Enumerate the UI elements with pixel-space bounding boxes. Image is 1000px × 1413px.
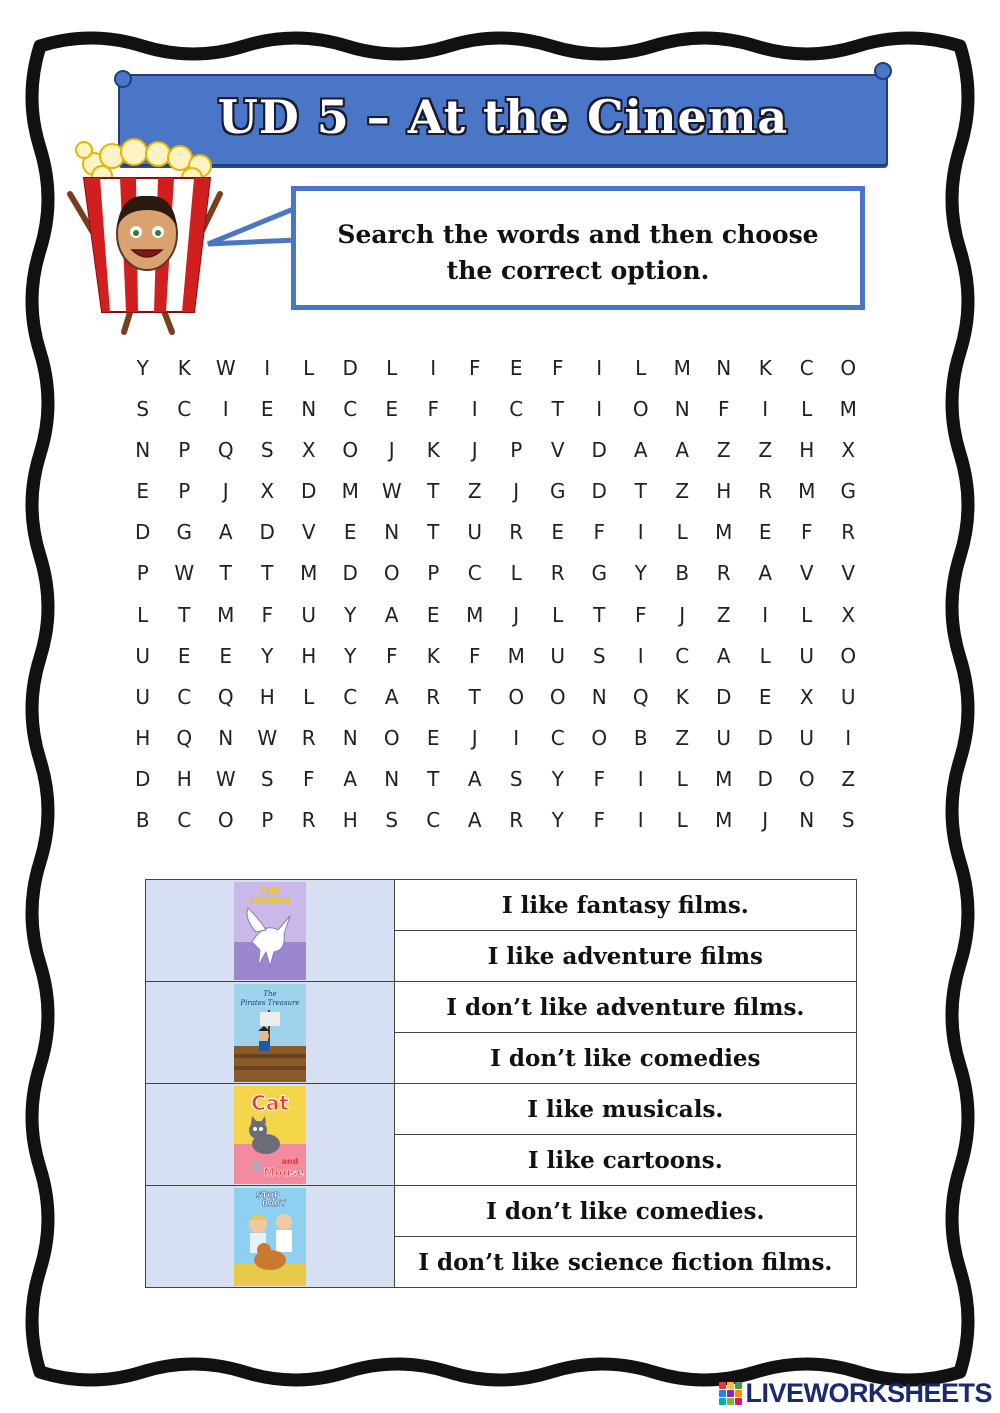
grid-letter[interactable]: K [426, 438, 440, 463]
grid-letter[interactable]: I [762, 602, 769, 627]
grid-letter[interactable]: L [676, 808, 688, 833]
movie-poster-cell [146, 1186, 395, 1288]
answer-option[interactable]: I like adventure films [394, 931, 856, 982]
grid-letter[interactable]: H [176, 766, 192, 791]
answer-option[interactable]: I don’t like comedies [394, 1033, 856, 1084]
grid-letter[interactable]: O [798, 766, 815, 791]
grid-letter[interactable]: S [136, 397, 150, 422]
speech-bubble-tail [204, 200, 304, 260]
grid-letter[interactable]: E [758, 520, 772, 545]
grid-letter[interactable]: I [637, 766, 644, 791]
grid-letter[interactable]: C [343, 684, 358, 709]
grid-letter[interactable]: F [634, 602, 647, 627]
grid-letter[interactable]: K [426, 643, 440, 668]
grid-letter[interactable]: U [135, 684, 151, 709]
grid-letter[interactable]: S [592, 643, 606, 668]
grid-letter[interactable]: O [840, 643, 857, 668]
grid-letter[interactable]: U [799, 643, 815, 668]
grid-letter[interactable]: J [513, 602, 520, 627]
grid-letter[interactable]: S [841, 808, 855, 833]
grid-letter[interactable]: F [261, 602, 273, 627]
grid-letter[interactable]: I [637, 520, 644, 545]
grid-letter[interactable]: Y [136, 356, 149, 380]
grid-letter[interactable]: E [136, 479, 150, 504]
option-row [146, 1186, 857, 1237]
grid-letter[interactable]: M [839, 397, 857, 422]
grid-letter[interactable]: P [136, 561, 149, 586]
grid-letter[interactable]: A [384, 602, 399, 627]
option-row [146, 1084, 857, 1135]
grid-letter[interactable]: C [177, 684, 192, 709]
grid-letter[interactable]: D [591, 438, 607, 463]
grid-letter[interactable]: J [679, 602, 686, 627]
svg-text:Cat: Cat [250, 1090, 289, 1115]
grid-letter[interactable]: R [716, 561, 731, 586]
grid-letter[interactable]: D [135, 766, 151, 791]
instruction-text: Search the words and then choose the correct option. [337, 220, 819, 285]
svg-text:LEGEND: LEGEND [249, 896, 291, 907]
grid-letter[interactable]: P [178, 438, 191, 463]
grid-letter[interactable]: D [757, 725, 773, 750]
grid-letter[interactable]: D [259, 520, 275, 545]
grid-letter[interactable]: C [177, 397, 192, 422]
grid-letter[interactable]: M [300, 561, 318, 586]
grid-letter[interactable]: P [261, 808, 274, 833]
grid-letter[interactable]: L [303, 684, 315, 709]
grid-letter[interactable]: O [591, 725, 608, 750]
poster-stop-baby-icon [234, 1190, 306, 1245]
grid-letter[interactable]: T [468, 684, 481, 709]
grid-letter[interactable]: M [507, 643, 525, 668]
grid-letter[interactable]: Y [344, 643, 357, 668]
grid-letter[interactable]: U [135, 643, 151, 668]
grid-letter[interactable]: E [426, 602, 440, 627]
grid-letter[interactable]: N [591, 684, 607, 709]
grid-letter[interactable]: I [222, 397, 229, 422]
grid-letter[interactable]: A [467, 808, 482, 833]
grid-letter[interactable]: R [301, 808, 316, 833]
svg-text:STOP: STOP [255, 1190, 280, 1200]
grid-letter[interactable]: C [426, 808, 441, 833]
grid-letter[interactable]: P [510, 438, 523, 463]
poster-the-legend-icon [234, 886, 306, 939]
grid-letter[interactable]: J [388, 438, 395, 463]
grid-letter[interactable]: E [219, 643, 233, 668]
svg-text:Mouse: Mouse [263, 1165, 304, 1179]
grid-letter[interactable]: U [301, 602, 317, 627]
answer-option[interactable]: I like musicals. [394, 1084, 856, 1135]
grid-letter[interactable]: W [174, 561, 195, 586]
grid-letter[interactable]: M [715, 766, 733, 791]
grid-letter[interactable]: Y [634, 561, 647, 586]
word-search-grid[interactable] [122, 348, 869, 841]
grid-letter[interactable]: F [302, 766, 315, 791]
grid-letter[interactable]: L [676, 520, 688, 545]
grid-letter[interactable]: Q [176, 725, 193, 750]
grid-letter[interactable]: T [219, 561, 232, 586]
grid-letter[interactable]: Z [758, 438, 773, 463]
grid-letter[interactable]: F [427, 397, 439, 422]
grid-letter[interactable]: J [222, 479, 229, 504]
liveworksheets-logo-icon [719, 1382, 742, 1405]
grid-letter[interactable]: F [468, 356, 481, 380]
answer-option[interactable]: I like cartoons. [394, 1135, 856, 1186]
grid-letter[interactable]: J [762, 808, 769, 833]
grid-letter[interactable]: Q [217, 684, 234, 709]
grid-letter[interactable]: U [467, 520, 483, 545]
grid-letter[interactable]: N [799, 808, 815, 833]
svg-text:and: and [281, 1156, 299, 1166]
grid-letter[interactable]: O [840, 356, 857, 380]
grid-letter[interactable]: Z [716, 438, 731, 463]
grid-letter[interactable]: T [178, 602, 191, 627]
grid-letter[interactable]: E [177, 643, 191, 668]
grid-letter[interactable]: I [596, 397, 603, 422]
answer-option[interactable]: I don’t like science fiction films. [394, 1237, 856, 1288]
grid-letter[interactable]: Y [551, 808, 564, 833]
grid-letter[interactable]: G [176, 520, 192, 545]
grid-letter[interactable]: F [800, 520, 813, 545]
grid-letter[interactable]: F [551, 356, 564, 380]
grid-letter[interactable]: Z [716, 602, 731, 627]
grid-letter[interactable]: I [430, 356, 437, 380]
grid-letter[interactable]: A [633, 438, 648, 463]
grid-letter[interactable]: U [550, 643, 566, 668]
grid-letter[interactable]: M [341, 479, 359, 504]
grid-letter[interactable]: X [841, 602, 856, 627]
grid-letter[interactable]: Q [217, 438, 234, 463]
grid-letter[interactable]: I [471, 397, 478, 422]
grid-letter[interactable]: C [343, 397, 358, 422]
grid-letter[interactable]: S [385, 808, 399, 833]
grid-letter[interactable]: I [845, 725, 852, 750]
grid-letter[interactable]: E [551, 520, 565, 545]
grid-letter[interactable]: I [264, 356, 271, 380]
option-row [146, 982, 857, 1033]
grid-letter[interactable]: B [675, 561, 690, 586]
grid-letter[interactable]: M [715, 520, 733, 545]
grid-letter[interactable]: K [758, 356, 772, 380]
grid-letter[interactable]: D [716, 684, 732, 709]
grid-letter[interactable]: A [716, 643, 731, 668]
grid-letter[interactable]: L [386, 356, 398, 380]
grid-letter[interactable]: N [135, 438, 151, 463]
grid-letter[interactable]: T [593, 602, 606, 627]
grid-letter[interactable]: T [427, 479, 440, 504]
grid-letter[interactable]: B [135, 808, 150, 833]
grid-letter[interactable]: J [471, 725, 478, 750]
svg-text:The: The [263, 989, 277, 998]
grid-letter[interactable]: U [840, 684, 856, 709]
grid-letter[interactable]: T [427, 766, 440, 791]
grid-letter[interactable]: Z [467, 479, 482, 504]
grid-letter[interactable]: N [674, 397, 690, 422]
answer-option[interactable]: I like fantasy films. [394, 880, 856, 931]
page-title: UD 5 – At the Cinema [217, 90, 789, 144]
grid-letter[interactable]: V [841, 561, 856, 586]
grid-letter[interactable]: C [675, 643, 690, 668]
grid-letter[interactable]: V [301, 520, 316, 545]
grid-letter[interactable]: R [301, 725, 316, 750]
grid-letter[interactable]: R [426, 684, 441, 709]
grid-letter[interactable]: O [383, 561, 400, 586]
grid-letter[interactable]: P [427, 561, 440, 586]
liveworksheets-logo[interactable] [719, 1378, 992, 1409]
grid-letter[interactable]: F [717, 397, 730, 422]
grid-letter[interactable]: A [384, 684, 399, 709]
grid-letter[interactable]: Z [675, 479, 690, 504]
grid-letter[interactable]: Z [675, 725, 690, 750]
grid-letter[interactable]: J [513, 479, 520, 504]
grid-letter[interactable]: F [593, 520, 605, 545]
grid-letter[interactable]: T [551, 397, 564, 422]
grid-letter[interactable]: L [676, 766, 688, 791]
grid-letter[interactable]: E [385, 397, 399, 422]
grid-letter[interactable]: U [799, 725, 815, 750]
poster-cat-and-mouse-icon [234, 1090, 306, 1179]
grid-letter[interactable]: I [637, 808, 644, 833]
grid-letter[interactable]: O [342, 438, 359, 463]
grid-letter[interactable]: I [762, 397, 769, 422]
instruction-speech-bubble [291, 186, 865, 310]
grid-letter[interactable]: X [260, 479, 275, 504]
grid-letter[interactable]: D [301, 479, 317, 504]
grid-letter[interactable]: Q [632, 684, 649, 709]
grid-letter[interactable]: E [260, 397, 274, 422]
grid-letter[interactable]: A [675, 438, 690, 463]
svg-text:THE: THE [259, 886, 280, 897]
grid-letter[interactable]: L [801, 397, 813, 422]
grid-letter[interactable]: E [426, 725, 440, 750]
grid-letter[interactable]: H [301, 643, 317, 668]
grid-letter[interactable]: W [215, 356, 236, 380]
grid-letter[interactable]: G [840, 479, 856, 504]
grid-letter[interactable]: A [467, 766, 482, 791]
grid-letter[interactable]: V [550, 438, 565, 463]
grid-letter[interactable]: D [342, 356, 358, 380]
grid-letter[interactable]: R [509, 520, 524, 545]
grid-letter[interactable]: A [218, 520, 233, 545]
grid-letter[interactable]: L [759, 643, 771, 668]
grid-letter[interactable]: U [716, 725, 732, 750]
grid-letter[interactable]: N [716, 356, 732, 380]
grid-letter[interactable]: R [550, 561, 565, 586]
grid-letter[interactable]: O [383, 725, 400, 750]
grid-letter[interactable]: F [593, 766, 605, 791]
grid-letter[interactable]: H [342, 808, 358, 833]
grid-letter[interactable]: D [135, 520, 151, 545]
title-banner [118, 74, 888, 166]
grid-letter[interactable]: Y [551, 766, 564, 791]
grid-letter[interactable]: N [384, 766, 400, 791]
grid-letter[interactable]: D [757, 766, 773, 791]
grid-letter[interactable]: E [343, 520, 357, 545]
grid-letter[interactable]: D [342, 561, 358, 586]
footer-brand-text: LIVEWORKSHEETS [745, 1378, 992, 1408]
grid-letter[interactable]: Z [841, 766, 856, 791]
grid-letter[interactable]: X [841, 438, 856, 463]
grid-letter[interactable]: S [260, 766, 274, 791]
answer-option[interactable]: I don’t like comedies. [394, 1186, 856, 1237]
grid-letter[interactable]: O [632, 397, 649, 422]
grid-letter[interactable]: H [259, 684, 275, 709]
grid-letter[interactable]: F [385, 643, 398, 668]
grid-letter[interactable]: T [427, 520, 440, 545]
grid-letter[interactable]: E [758, 684, 772, 709]
grid-letter[interactable]: L [303, 356, 315, 380]
grid-letter[interactable]: R [509, 808, 524, 833]
grid-letter[interactable]: L [137, 602, 149, 627]
grid-letter[interactable]: J [471, 438, 478, 463]
grid-letter[interactable]: N [384, 520, 400, 545]
grid-letter[interactable]: S [260, 438, 274, 463]
grid-letter[interactable]: P [178, 479, 191, 504]
grid-letter[interactable]: X [301, 438, 316, 463]
grid-letter[interactable]: M [217, 602, 235, 627]
grid-letter[interactable]: W [381, 479, 402, 504]
grid-letter[interactable]: L [510, 561, 522, 586]
grid-letter[interactable]: C [467, 561, 482, 586]
grid-letter[interactable]: H [799, 438, 815, 463]
grid-letter[interactable]: L [801, 602, 813, 627]
grid-letter[interactable]: Y [344, 602, 357, 627]
grid-letter[interactable]: O [549, 684, 566, 709]
grid-letter[interactable]: M [715, 808, 733, 833]
grid-letter[interactable]: Y [261, 643, 274, 668]
grid-letter[interactable]: G [591, 561, 607, 586]
grid-letter[interactable]: F [468, 643, 481, 668]
grid-letter[interactable]: N [301, 397, 317, 422]
grid-letter[interactable]: K [177, 356, 191, 380]
grid-letter[interactable]: C [799, 356, 814, 380]
grid-letter[interactable]: A [343, 766, 358, 791]
grid-letter[interactable]: O [508, 684, 525, 709]
grid-letter[interactable]: M [466, 602, 484, 627]
answer-option[interactable]: I don’t like adventure films. [394, 982, 856, 1033]
grid-letter[interactable]: N [218, 725, 234, 750]
grid-letter[interactable]: G [550, 479, 566, 504]
grid-letter[interactable]: K [675, 684, 689, 709]
grid-letter[interactable]: R [841, 520, 856, 545]
grid-letter[interactable]: M [673, 356, 691, 380]
grid-letter[interactable]: I [596, 356, 603, 380]
grid-letter[interactable]: A [758, 561, 773, 586]
grid-letter[interactable]: C [509, 397, 524, 422]
poster-pirates-treasure-icon [234, 989, 306, 1041]
grid-letter[interactable]: I [513, 725, 520, 750]
option-row [146, 880, 857, 931]
grid-letter[interactable]: T [634, 479, 647, 504]
grid-letter[interactable]: E [509, 356, 523, 380]
svg-text:Pirates Treasure: Pirates Treasure [240, 998, 300, 1007]
grid-letter[interactable]: R [758, 479, 773, 504]
grid-letter[interactable]: L [635, 356, 647, 380]
grid-letter[interactable]: B [633, 725, 648, 750]
grid-letter[interactable]: H [135, 725, 151, 750]
grid-letter[interactable]: N [342, 725, 358, 750]
grid-letter[interactable]: H [716, 479, 732, 504]
grid-letter[interactable]: I [637, 643, 644, 668]
grid-letter[interactable]: F [593, 808, 605, 833]
grid-letter[interactable]: W [257, 725, 278, 750]
movie-poster-cell [146, 880, 395, 982]
svg-text:BABY: BABY [261, 1198, 286, 1208]
grid-letter[interactable]: T [261, 561, 274, 586]
options-table [145, 879, 857, 1288]
grid-letter[interactable]: M [798, 479, 816, 504]
grid-letter[interactable]: L [552, 602, 564, 627]
movie-poster-cell [146, 1084, 395, 1186]
grid-letter[interactable]: V [799, 561, 814, 586]
grid-letter[interactable]: W [215, 766, 236, 791]
grid-letter[interactable]: X [799, 684, 814, 709]
grid-letter[interactable]: S [509, 766, 523, 791]
grid-letter[interactable]: C [550, 725, 565, 750]
grid-letter[interactable]: C [177, 808, 192, 833]
grid-letter[interactable]: D [591, 479, 607, 504]
grid-letter[interactable]: O [217, 808, 234, 833]
movie-poster-cell [146, 982, 395, 1084]
